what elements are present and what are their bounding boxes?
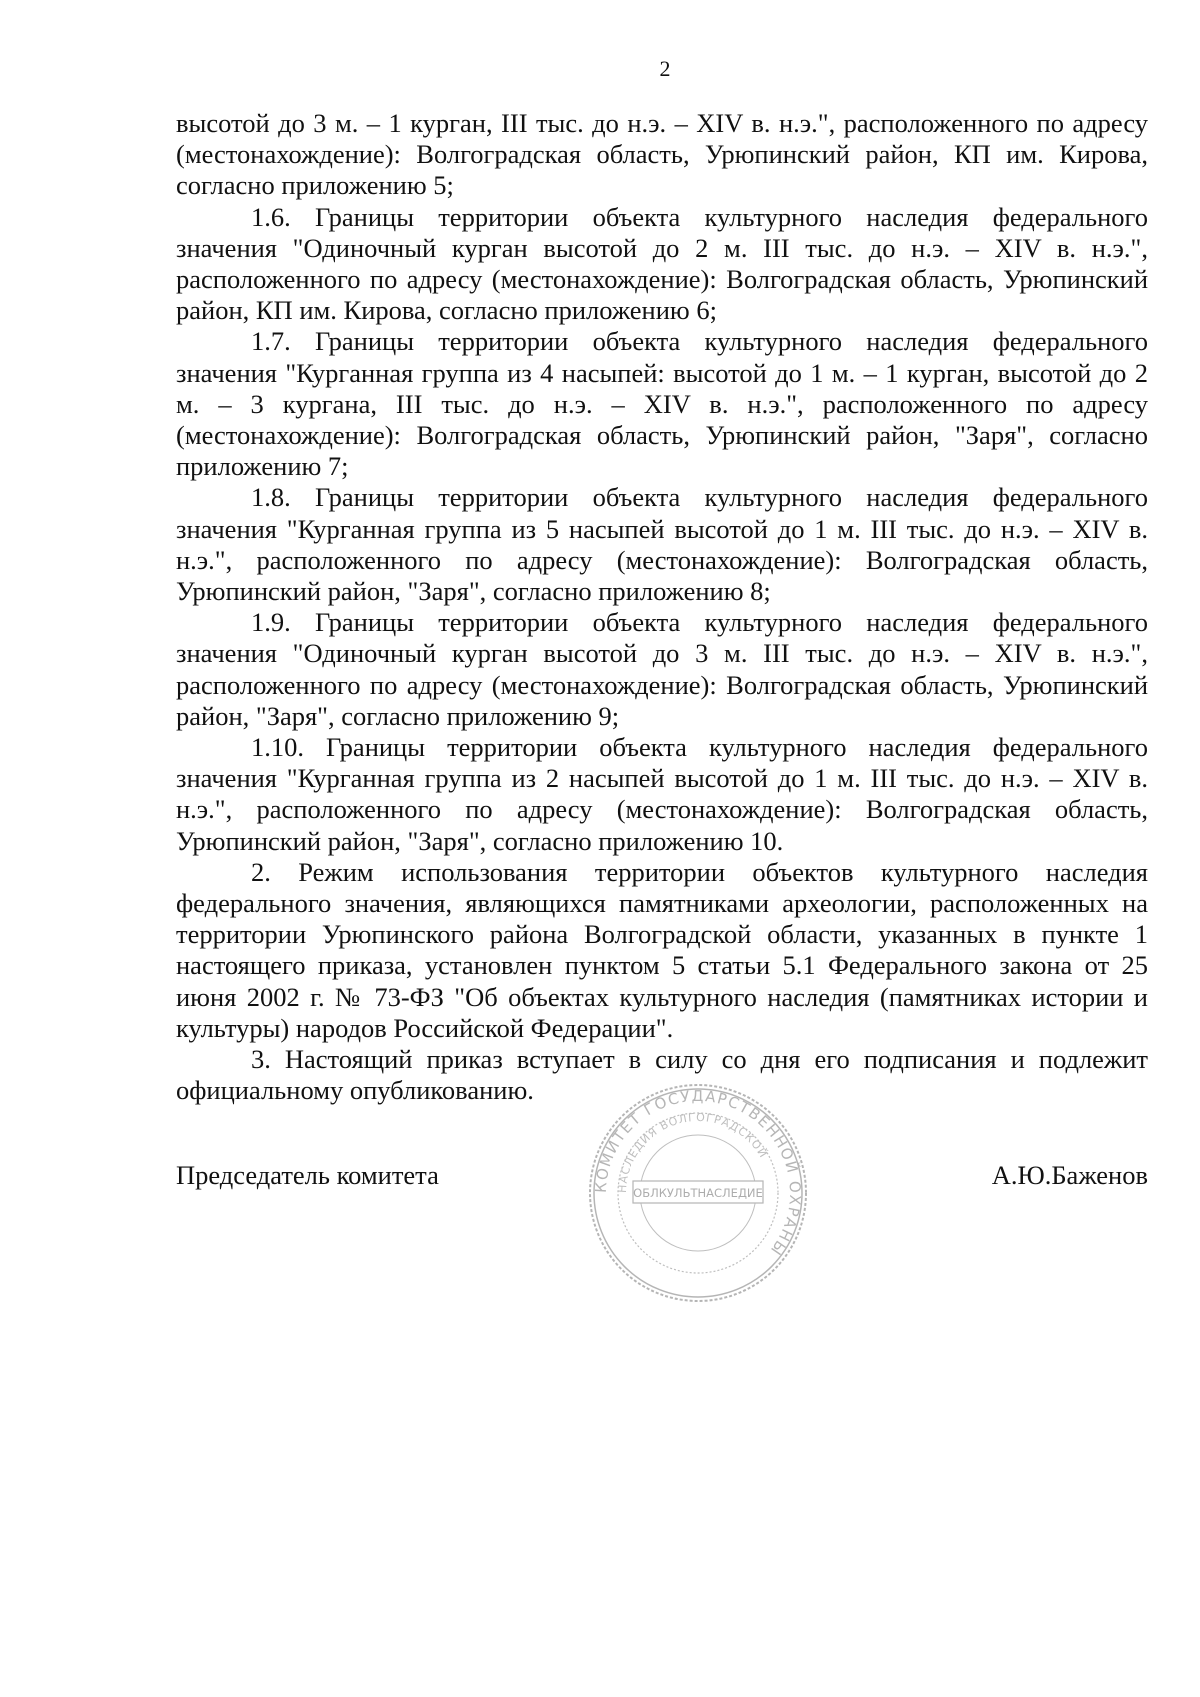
signatory-position: Председатель комитета [176,1160,439,1190]
paragraph-1-8: 1.8. Границы территории объекта культурного наследия федерального значения "Курганная группа из 5 насыпей высотой до 1 м. III тыс. до н.э. – XIV в. н.э.", расположенного по адресу (местонахождение): Волгоградская область, Урюпинский район, "Заря", согласно приложению 8; [176,482,1148,607]
paragraph-1-6: 1.6. Границы территории объекта культурного наследия федерального значения "Одиночный курган высотой до 2 м. III тыс. до н.э. – XIV в. н.э.", расположенного по адресу (местонахождение): Волгоградская область, Урюпинский район, КП им. Кирова, согласно приложению 6; [176,201,1148,326]
paragraph-continuation: высотой до 3 м. – 1 курган, III тыс. до н.э. – XIV в. н.э.", расположенного по адресу (местонахождение): Волгоградская область, Урюпинский район, КП им. Кирова, согласно приложению 5; [176,108,1148,201]
paragraph-1-7: 1.7. Границы территории объекта культурного наследия федерального значения "Курганная группа из 4 насыпей: высотой до 1 м. – 1 курган, высотой до 2 м. – 3 кургана, III тыс. до н.э. – XIV в. н.э.", расположенного по адресу (местонахождение): Волгоградская область, Урюпинский район, "Заря", согласно приложению 7; [176,326,1148,482]
paragraph-2: 2. Режим использования территории объектов культурного наследия федерального значения, являющихся памятниками археологии, расположенных на территории Урюпинского района Волгоградской области, указанных в пункте 1 настоящего приказа, установлен пунктом 5 статьи 5.1 Федерального закона от 25 июня 2002 г. № 73-ФЗ "Об объектах культурного наследия (памятниках истории и культуры) народов Российской Федерации". [176,856,1148,1043]
seal-outer-text: КОМИТЕТ ГОСУДАРСТВЕННОЙ ОХРАНЫ [591,1086,805,1260]
seal-center-text: ОБЛКУЛЬТНАСЛЕДИЕ [633,1186,763,1200]
paragraph-1-9: 1.9. Границы территории объекта культурного наследия федерального значения "Одиночный курган высотой до 3 м. III тыс. до н.э. – XIV в. н.э.", расположенного по адресу (местонахождение): Волгоградская область, Урюпинский район, "Заря", согласно приложению 9; [176,607,1148,731]
paragraph-3: 3. Настоящий приказ вступает в силу со дня его подписания и подлежит официальному опубликованию. [176,1044,1148,1106]
seal-inner-text: НАСЛЕДИЯ ВОЛГОГРАДСКОЙ [615,1110,771,1194]
page-number: 2 [659,56,671,81]
official-seal-stamp [585,1078,811,1308]
document-body [176,108,1148,1107]
paragraph-1-10: 1.10. Границы территории объекта культурного наследия федерального значения "Курганная группа из 2 насыпей высотой до 1 м. III тыс. до н.э. – XIV в. н.э.", расположенного по адресу (местонахождение): Волгоградская область, Урюпинский район, "Заря", согласно приложению 10. [176,732,1148,856]
signatory-name: А.Ю.Баженов [991,1160,1148,1190]
